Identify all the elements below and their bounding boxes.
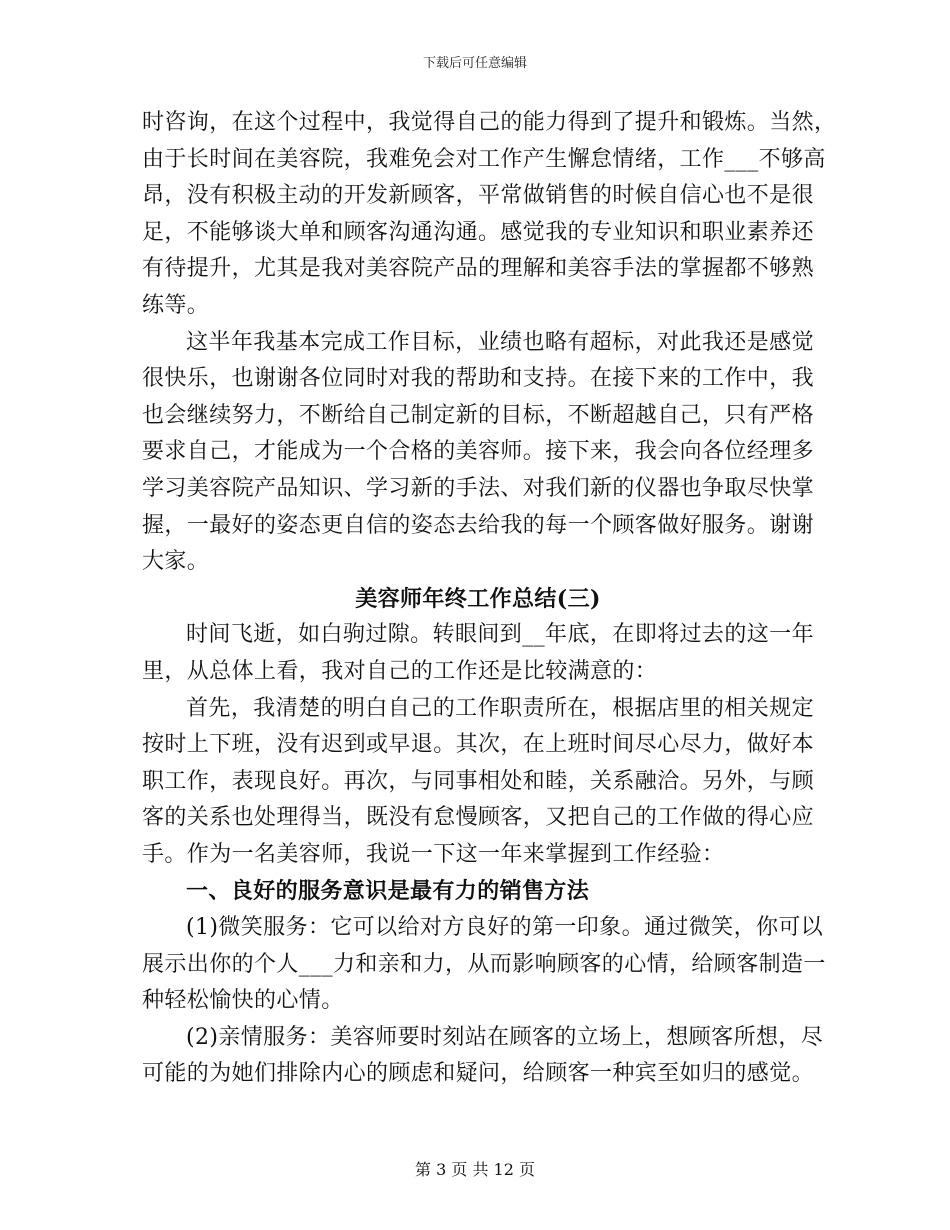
text-line: 大家。 [142, 549, 210, 575]
document-body [142, 105, 837, 1093]
page-number: 第 3 页 共 12 页 [415, 1160, 535, 1179]
subheading: 一、良好的服务意识是最有力的销售方法 [186, 878, 590, 905]
text-line: 有待提升，尤其是我对美容院产品的理解和美容手法的掌握都不够熟 [142, 256, 815, 282]
text-line: 客的关系也处理得当，既没有怠慢顾客，又把自己的工作做的得心应 [142, 805, 815, 831]
text-line: 学习美容院产品知识、学习新的手法、对我们新的仪器也争取尽快掌 [142, 475, 815, 501]
text-line: 职工作，表现良好。再次，与同事相处和睦，关系融洽。另外，与顾 [142, 768, 815, 794]
text-line: 时咨询，在这个过程中，我觉得自己的能力得到了提升和锻炼。当然， [142, 110, 837, 135]
text-line: 练等。 [142, 292, 210, 318]
text-line: 时间飞逝，如白驹过隙。转眼间到__年底，在即将过去的这一年 [186, 622, 814, 648]
text-line: 握，一最好的姿态更自信的姿态去给我的每一个顾客做好服务。谢谢 [142, 512, 815, 538]
text-line: 足，不能够谈大单和顾客沟通沟通。感觉我的专业知识和职业素养还 [142, 219, 815, 245]
text-line: 里，从总体上看，我对自己的工作还是比较满意的： [142, 658, 658, 684]
text-line: 要求自己，才能成为一个合格的美容师。接下来，我会向各位经理多 [142, 439, 815, 465]
text-line: 这半年我基本完成工作目标，业绩也略有超标，对此我还是感觉 [186, 329, 814, 355]
text-line: 昂，没有积极主动的开发新顾客，平常做销售的时候自信心也不是很 [142, 183, 815, 209]
text-line: (2)亲情服务：美容师要时刻站在顾客的立场上，想顾客所想，尽 [186, 1024, 824, 1050]
text-line: 按时上下班，没有迟到或早退。其次，在上班时间尽心尽力，做好本 [142, 732, 815, 758]
text-line: 也会继续努力，不断给自己制定新的目标，不断超越自己，只有严格 [142, 402, 815, 428]
text-line: 手。作为一名美容师，我说一下这一年来掌握到工作经验： [142, 841, 725, 867]
text-line: 很快乐，也谢谢各位同时对我的帮助和支持。在接下来的工作中，我 [142, 366, 815, 392]
text-line: 首先，我清楚的明白自己的工作职责所在，根据店里的相关规定 [186, 695, 814, 721]
text-line: 可能的为她们排除内心的顾虑和疑问，给顾客一种宾至如归的感觉。 [142, 1061, 815, 1087]
page-header-note: 下载后可任意编辑 [422, 56, 527, 71]
section-title: 美容师年终工作总结(三) [355, 585, 601, 612]
text-line: 由于长时间在美容院，我难免会对工作产生懈怠情绪，工作___不够高 [142, 146, 826, 172]
text-line: 种轻松愉快的心情。 [142, 988, 344, 1014]
text-line: (1)微笑服务：它可以给对方良好的第一印象。通过微笑，你可以 [186, 915, 824, 941]
text-line: 展示出你的个人___力和亲和力，从而影响顾客的心情，给顾客制造一 [142, 951, 826, 977]
